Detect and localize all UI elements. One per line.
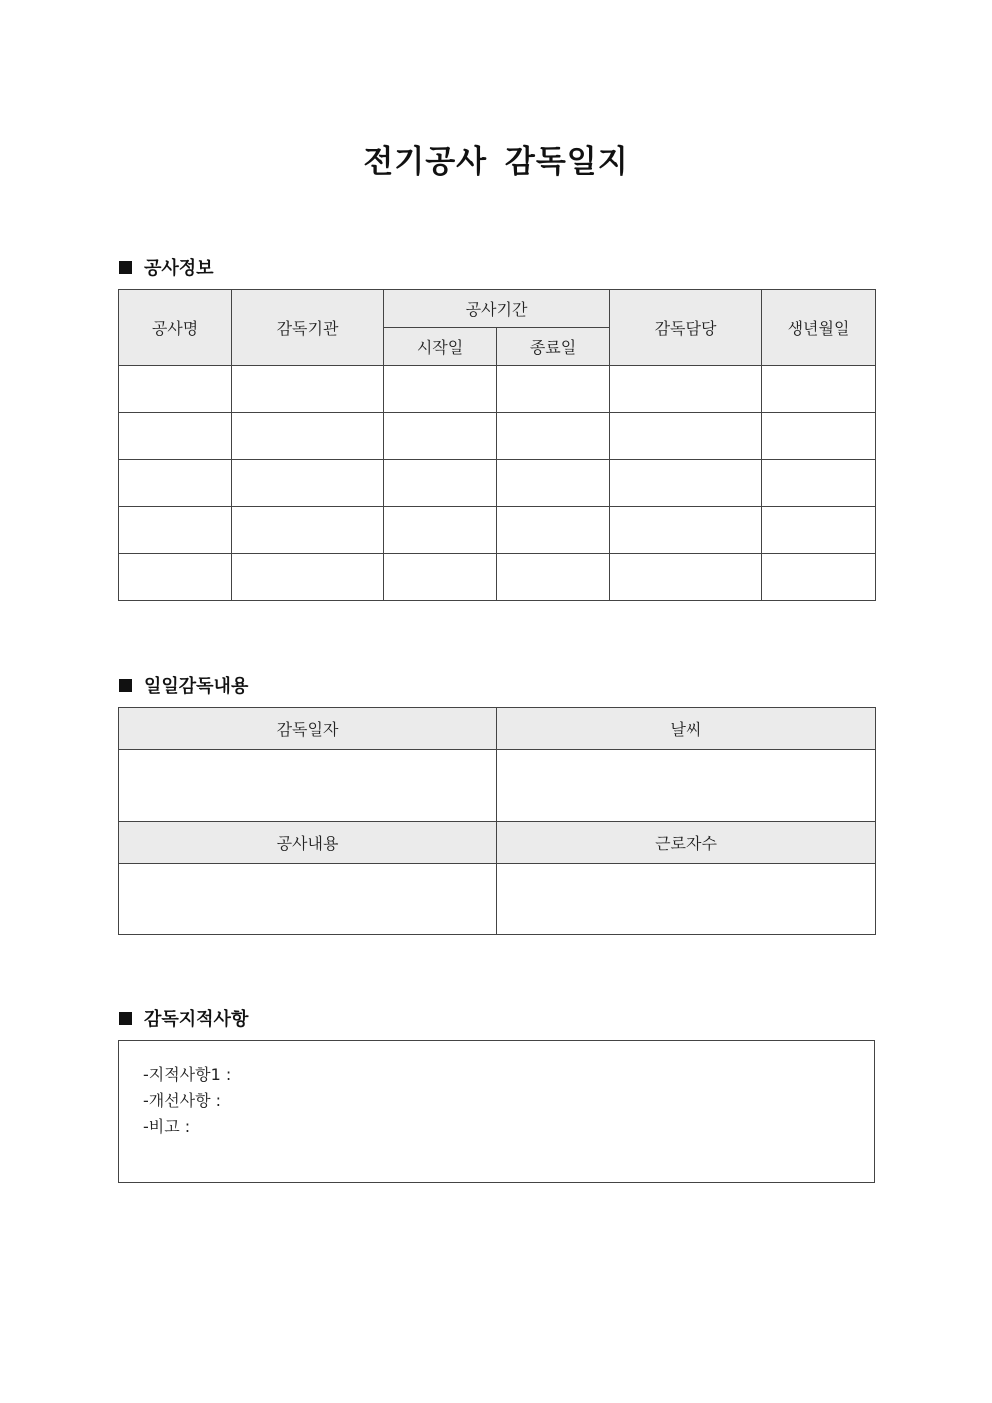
- table-row: [119, 366, 876, 413]
- remark-line-issue: -지적사항1 :: [143, 1065, 232, 1084]
- section-header-daily: [119, 672, 248, 698]
- header-end-date: 종료일: [497, 328, 610, 366]
- cell-agency[interactable]: [232, 554, 384, 601]
- section-title: 일일감독내용: [144, 676, 249, 697]
- square-bullet-icon: [119, 679, 132, 692]
- header-supervisor: 감독담당: [610, 290, 762, 366]
- remarks-box[interactable]: [118, 1040, 875, 1183]
- cell-project-name[interactable]: [119, 366, 232, 413]
- cell-end-date[interactable]: [497, 460, 610, 507]
- cell-end-date[interactable]: [497, 413, 610, 460]
- section-header-remarks: [119, 1005, 248, 1031]
- cell-birth-date[interactable]: [762, 507, 876, 554]
- cell-worker-count[interactable]: [497, 864, 876, 935]
- header-project-name: 공사명: [119, 290, 232, 366]
- cell-project-name[interactable]: [119, 554, 232, 601]
- header-supervision-date: 감독일자: [119, 708, 497, 750]
- cell-start-date[interactable]: [384, 554, 497, 601]
- cell-agency[interactable]: [232, 366, 384, 413]
- table-row: [119, 554, 876, 601]
- cell-start-date[interactable]: [384, 366, 497, 413]
- section-title: 감독지적사항: [144, 1009, 249, 1030]
- cell-agency[interactable]: [232, 507, 384, 554]
- cell-end-date[interactable]: [497, 507, 610, 554]
- cell-supervisor[interactable]: [610, 554, 762, 601]
- header-agency: 감독기관: [232, 290, 384, 366]
- cell-project-name[interactable]: [119, 507, 232, 554]
- cell-birth-date[interactable]: [762, 413, 876, 460]
- header-start-date: 시작일: [384, 328, 497, 366]
- cell-birth-date[interactable]: [762, 366, 876, 413]
- cell-project-name[interactable]: [119, 460, 232, 507]
- cell-work-content[interactable]: [119, 864, 497, 935]
- project-info-table: [118, 289, 876, 601]
- header-period: 공사기간: [384, 290, 610, 328]
- cell-supervision-date[interactable]: [119, 750, 497, 822]
- cell-supervisor[interactable]: [610, 460, 762, 507]
- remark-line-note: -비고 :: [143, 1117, 191, 1136]
- cell-agency[interactable]: [232, 413, 384, 460]
- table-row: [119, 413, 876, 460]
- cell-supervisor[interactable]: [610, 366, 762, 413]
- square-bullet-icon: [119, 261, 132, 274]
- header-worker-count: 근로자수: [497, 822, 876, 864]
- cell-project-name[interactable]: [119, 413, 232, 460]
- cell-supervisor[interactable]: [610, 507, 762, 554]
- table-row: [119, 507, 876, 554]
- cell-end-date[interactable]: [497, 366, 610, 413]
- header-birth-date: 생년월일: [762, 290, 876, 366]
- cell-end-date[interactable]: [497, 554, 610, 601]
- cell-weather[interactable]: [497, 750, 876, 822]
- cell-start-date[interactable]: [384, 413, 497, 460]
- header-weather: 날씨: [497, 708, 876, 750]
- square-bullet-icon: [119, 1012, 132, 1025]
- cell-agency[interactable]: [232, 460, 384, 507]
- table-row: [119, 460, 876, 507]
- header-work-content: 공사내용: [119, 822, 497, 864]
- cell-birth-date[interactable]: [762, 554, 876, 601]
- cell-birth-date[interactable]: [762, 460, 876, 507]
- cell-supervisor[interactable]: [610, 413, 762, 460]
- remark-line-improvement: -개선사항 :: [143, 1091, 222, 1110]
- cell-start-date[interactable]: [384, 460, 497, 507]
- section-header-project-info: [119, 254, 214, 280]
- cell-start-date[interactable]: [384, 507, 497, 554]
- page-title: 전기공사 감독일지: [363, 144, 629, 180]
- daily-supervision-table: [118, 707, 876, 935]
- section-title: 공사정보: [144, 258, 214, 279]
